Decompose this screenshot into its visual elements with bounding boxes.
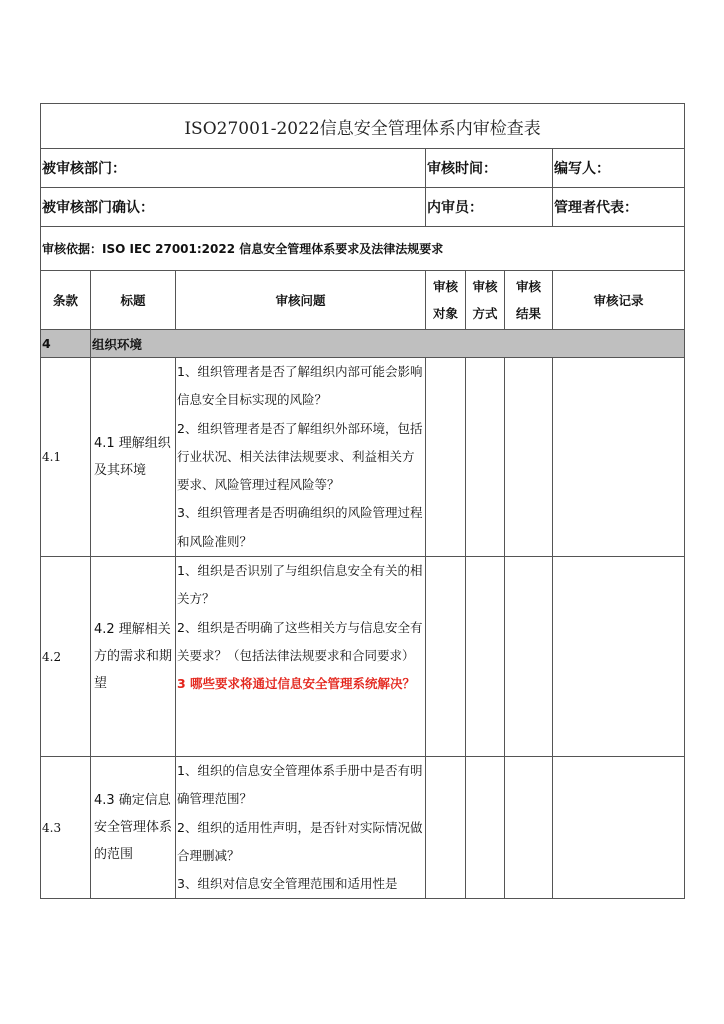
col-audit-method <box>466 271 505 330</box>
document-title: ISO27001-2022信息安全管理体系内审检查表 <box>41 104 685 149</box>
audit-basis: 审核依据：ISO IEC 27001:2022 信息安全管理体系要求及法律法规要求 <box>41 227 685 271</box>
question-item: 2、组织的适用性声明，是否针对实际情况做合理删减？ <box>177 819 423 863</box>
audit-object-cell[interactable] <box>426 557 466 757</box>
audit-method-cell[interactable] <box>466 358 505 557</box>
audit-result-cell[interactable] <box>505 757 553 899</box>
col-audit-result <box>505 271 553 330</box>
clause-number: 4.1 <box>41 358 91 557</box>
section-title: 组织环境 <box>91 330 685 358</box>
audit-object-cell[interactable] <box>426 757 466 899</box>
audit-questions <box>176 358 426 557</box>
audit-result-cell[interactable] <box>505 358 553 557</box>
table-header <box>41 271 685 330</box>
col-topic: 标题 <box>91 271 176 330</box>
audit-time-field: 审核时间： <box>426 149 553 188</box>
section-row <box>41 330 685 358</box>
clause-topic: 4.3 确定信息安全管理体系的范围 <box>91 757 176 899</box>
question-item: 1、组织的信息安全管理体系手册中是否有明确管理范围？ <box>177 763 423 807</box>
audit-checklist-table <box>40 103 685 899</box>
audit-checklist-page <box>40 103 684 899</box>
col-clause: 条款 <box>41 271 91 330</box>
department-confirm-field: 被审核部门确认： <box>41 188 426 227</box>
col-audit-result-line2: 结果 <box>515 306 541 321</box>
author-field: 编写人： <box>553 149 685 188</box>
audit-record-cell[interactable] <box>553 358 685 557</box>
clause-topic: 4.2 理解相关方的需求和期望 <box>91 557 176 757</box>
clause-number: 4.2 <box>41 557 91 757</box>
clause-number: 4.3 <box>41 757 91 899</box>
audit-result-cell[interactable] <box>505 557 553 757</box>
col-audit-method-line1: 审核 <box>472 279 498 294</box>
col-audit-record: 审核记录 <box>553 271 685 330</box>
question-item: 3、组织对信息安全管理范围和适用性是 <box>177 876 398 892</box>
audit-questions <box>176 557 426 757</box>
audit-record-cell[interactable] <box>553 557 685 757</box>
management-representative-field: 管理者代表： <box>553 188 685 227</box>
audit-method-cell[interactable] <box>466 557 505 757</box>
section-number: 4 <box>41 330 91 358</box>
clause-topic: 4.1 理解组织及其环境 <box>91 358 176 557</box>
col-audit-method-line2: 方式 <box>472 306 498 321</box>
col-audit-object <box>426 271 466 330</box>
audited-department-field: 被审核部门： <box>41 149 426 188</box>
table-row <box>41 557 685 757</box>
col-audit-result-line1: 审核 <box>515 279 541 294</box>
audit-questions <box>176 757 426 899</box>
question-item: 2、组织是否明确了这些相关方与信息安全有关要求？（包括法律法规要求和合同要求） <box>177 619 423 663</box>
col-audit-object-line1: 审核 <box>432 279 458 294</box>
question-item: 1、组织是否识别了与组织信息安全有关的相关方？ <box>177 563 423 607</box>
question-item: 2、组织管理者是否了解组织外部环境，包括行业状况、相关法律法规要求、利益相关方要求、风险管理过程风险等？ <box>177 420 423 493</box>
question-item: 1、组织管理者是否了解组织内部可能会影响信息安全目标实现的风险？ <box>177 364 423 408</box>
audit-method-cell[interactable] <box>466 757 505 899</box>
question-item: 3、组织管理者是否明确组织的风险管理过程和风险准则？ <box>177 505 423 549</box>
col-audit-object-line2: 对象 <box>432 306 458 321</box>
audit-object-cell[interactable] <box>426 358 466 557</box>
col-question: 审核问题 <box>176 271 426 330</box>
table-row <box>41 757 685 899</box>
auditor-field: 内审员： <box>426 188 553 227</box>
audit-record-cell[interactable] <box>553 757 685 899</box>
highlighted-question: 3 哪些要求将通过信息安全管理系统解决？ <box>177 676 416 692</box>
table-row <box>41 358 685 557</box>
